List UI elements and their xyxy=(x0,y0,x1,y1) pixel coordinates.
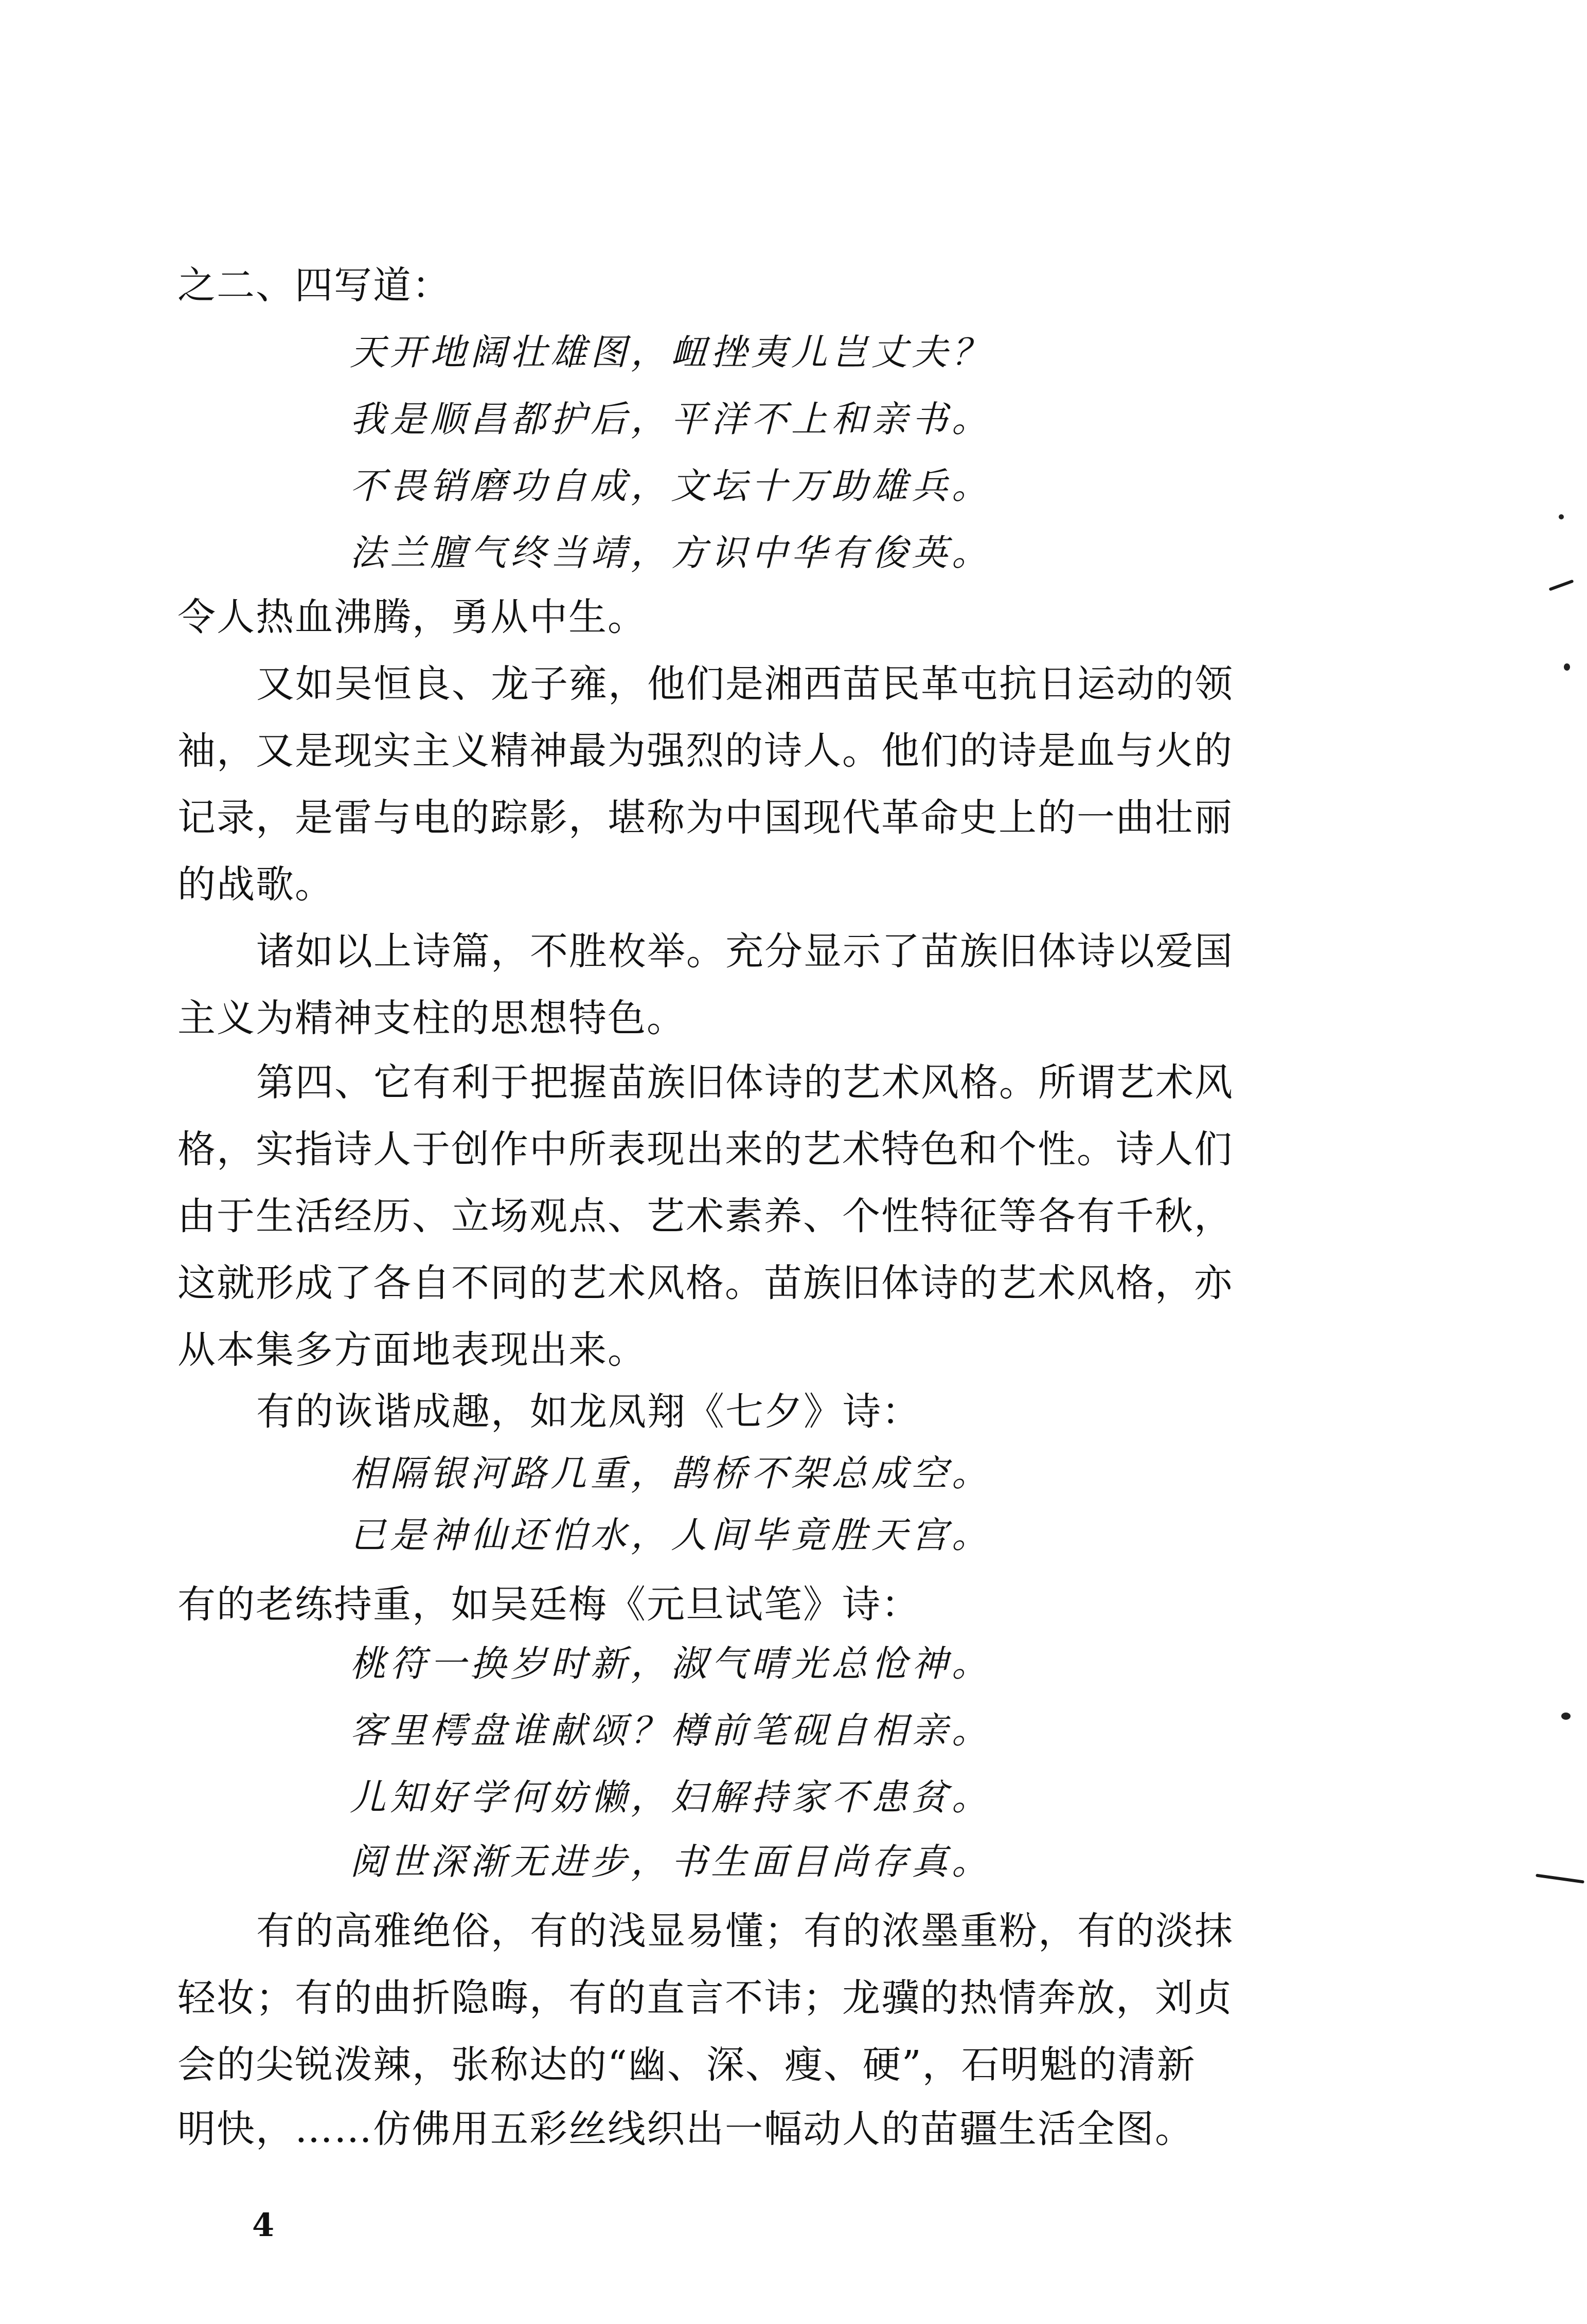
poem-line: 桃符一换岁时新，淑气晴光总怆神。 xyxy=(350,1643,992,1685)
paragraph-first-line: 有的诙谐成趣，如龙凤翔《七夕》诗： xyxy=(256,1390,921,1434)
text-line: 这就形成了各自不同的艺术风格。苗族旧体诗的艺术风格，亦 xyxy=(177,1261,1233,1305)
scan-mark xyxy=(1536,1873,1584,1883)
text-line: 从本集多方面地表现出来。 xyxy=(177,1328,647,1372)
text-line: 袖，又是现实主义精神最为强烈的诗人。他们的诗是血与火的 xyxy=(177,729,1233,773)
scan-speck xyxy=(1564,663,1570,671)
poem-line: 天开地阔壮雄图，衄挫夷儿岂丈夫？ xyxy=(350,331,992,373)
text-line: 的战歌。 xyxy=(177,862,334,907)
poem-line: 儿知好学何妨懒，妇解持家不患贫。 xyxy=(350,1776,992,1818)
scan-speck xyxy=(1559,514,1564,519)
text-line: 明快，……仿佛用五彩丝线织出一幅动人的苗疆生活全图。 xyxy=(177,2107,1194,2151)
text-line: 轻妆；有的曲折隐晦，有的直言不讳；龙骥的热情奔放，刘贞 xyxy=(177,1976,1233,2020)
text-line: 主义为精神支柱的思想特色。 xyxy=(177,996,686,1040)
poem-line: 法兰膻气终当靖，方识中华有俊英。 xyxy=(350,532,992,574)
text-line: 之二、四写道： xyxy=(177,263,451,308)
text-line: 会的尖锐泼辣，张称达的“幽、深、瘦、硬”，石明魁的清新 xyxy=(177,2043,1196,2087)
poem-line: 阅世深渐无进步，书生面目尚存真。 xyxy=(350,1841,992,1883)
paragraph-first-line: 有的高雅绝俗，有的浅显易懂；有的浓墨重粉，有的淡抹 xyxy=(256,1909,1234,1953)
text-line: 记录，是雷与电的踪影，堪称为中国现代革命史上的一曲壮丽 xyxy=(177,796,1233,840)
poem-line: 相隔银河路几重，鹊桥不架总成空。 xyxy=(350,1452,992,1494)
paragraph-first-line: 又如吴恒良、龙子雍，他们是湘西苗民革屯抗日运动的领 xyxy=(256,662,1234,706)
text-line: 由于生活经历、立场观点、艺术素养、个性特征等各有千秋， xyxy=(177,1194,1233,1238)
text-line: 有的老练持重，如吴廷梅《元旦试笔》诗： xyxy=(177,1582,920,1627)
poem-line: 不畏销磨功自成，文坛十万助雄兵。 xyxy=(350,465,992,507)
scan-mark xyxy=(1548,580,1574,591)
poem-line: 我是顺昌都护后，平洋不上和亲书。 xyxy=(350,398,992,440)
poem-line: 客里樗盘谁献颂？樽前笔砚自相亲。 xyxy=(350,1709,992,1752)
text-line: 格，实指诗人于创作中所表现出来的艺术特色和个性。诗人们 xyxy=(177,1127,1233,1172)
scan-speck xyxy=(1561,1713,1571,1720)
poem-line: 已是神仙还怕水，人间毕竟胜天宫。 xyxy=(350,1514,992,1556)
page-number: 4 xyxy=(252,2206,275,2244)
text-line: 令人热血沸腾，勇从中生。 xyxy=(177,595,647,639)
paragraph-first-line: 诸如以上诗篇，不胜枚举。充分显示了苗族旧体诗以爱国 xyxy=(256,929,1234,974)
paragraph-first-line: 第四、它有利于把握苗族旧体诗的艺术风格。所谓艺术风 xyxy=(256,1060,1234,1105)
